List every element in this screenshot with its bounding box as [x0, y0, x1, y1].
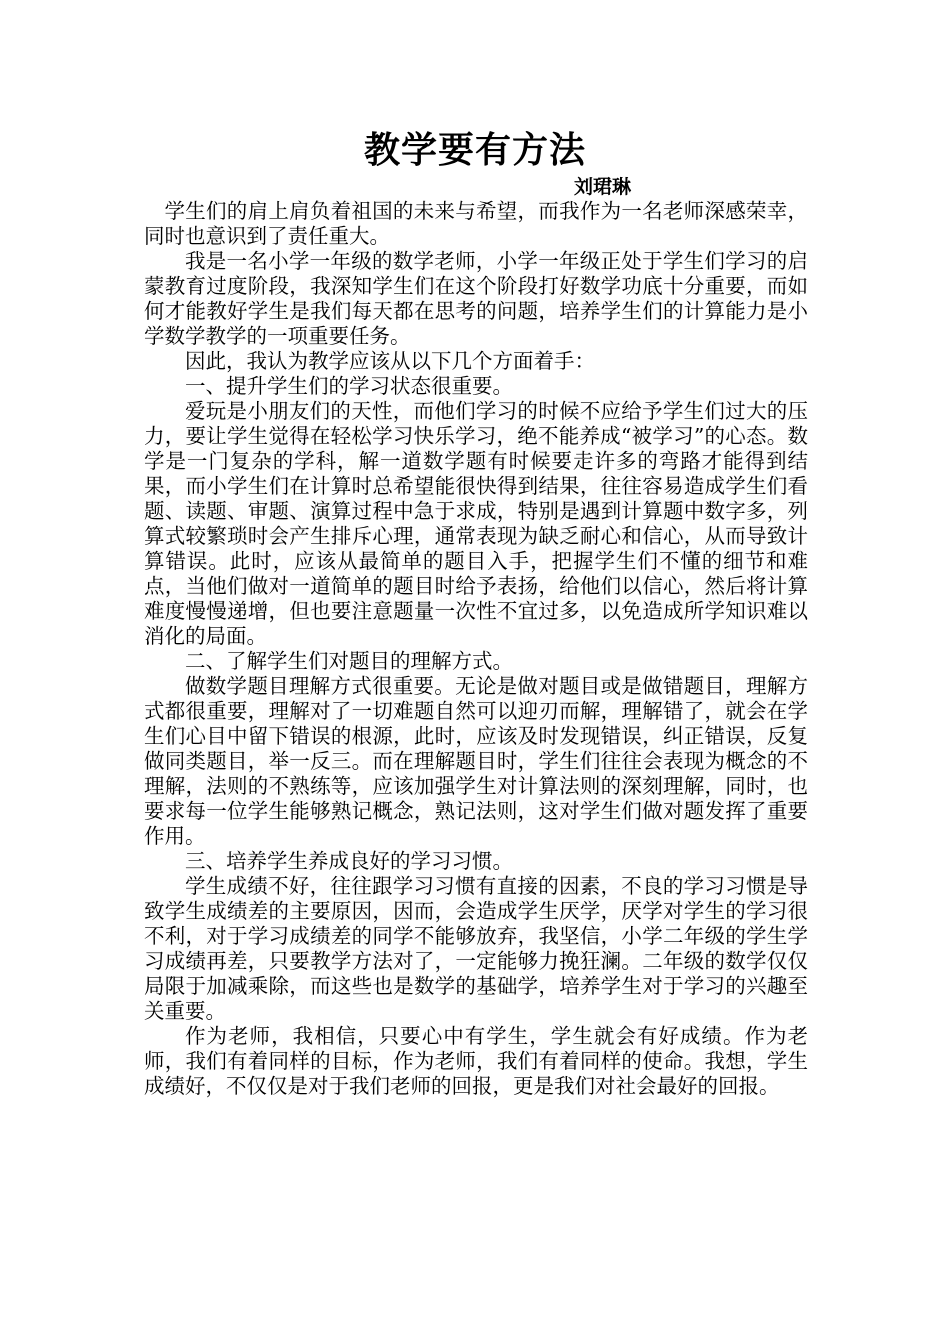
paragraph: 因此，我认为教学应该从以下几个方面着手：: [185, 349, 595, 373]
document-author: 刘珺琳: [574, 176, 632, 198]
document-title: 教学要有方法: [363, 129, 586, 171]
section-heading: 二、了解学生们对题目的理解方式。: [185, 649, 513, 673]
paragraph: 我是一名小学一年级的数学老师，小学一年级正处于学生们学习的启蒙教育过度阶段，我深知学生们在这个阶段打好数学功底十分重要，而如何才能教好学生是我们每天都在思考的问题，培养学生们的计算能力是小学数学教学的一项重要任务。: [144, 249, 808, 348]
paragraph: 学生成绩不好，往往跟学习习惯有直接的因素，不良的学习习惯是导致学生成绩差的主要原因，因而，会造成学生厌学，厌学对学生的学习很不利，对于学习成绩差的同学不能够放弃，我坚信，小学二年级的学生学习成绩再差，只要教学方法对了，一定能够力挽狂澜。二年级的数学仅仅局限于加减乘除，而这些也是数学的基础学，培养学生对于学习的兴趣至关重要。: [144, 874, 808, 1023]
paragraph: 作为老师，我相信，只要心中有学生，学生就会有好成绩。作为老师，我们有着同样的目标，作为老师，我们有着同样的使命。我想，学生成绩好，不仅仅是对于我们老师的回报，更是我们对社会最好的回报。: [144, 1024, 808, 1098]
paragraph: 爱玩是小朋友们的天性，而他们学习的时候不应给予学生们过大的压力，要让学生觉得在轻松学习快乐学习，绝不能养成“被学习”的心态。数学是一门复杂的学科，解一道数学题有时候要走许多的弯路才能得到结果，而小学生们在计算时总希望能很快得到结果，往往容易造成学生们看题、读题、审题、演算过程中急于求成，特别是遇到计算题中数字多，列算式较繁琐时会产生排斥心理，通常表现为缺乏耐心和信心，从而导致计算错误。此时，应该从最简单的题目入手，把握学生们不懂的细节和难点，当他们做对一道简单的题目时给予表扬，给他们以信心，然后将计算难度慢慢递增，但也要注意题量一次性不宜过多，以免造成所学知识难以消化的局面。: [144, 399, 808, 648]
paragraph: 做数学题目理解方式很重要。无论是做对题目或是做错题目，理解方式都很重要，理解对了一切难题自然可以迎刃而解，理解错了，就会在学生们心目中留下错误的根源，此时，应该及时发现错误，纠正错误，反复做同类题目，举一反三。而在理解题目时，学生们往往会表现为概念的不理解，法则的不熟练等，应该加强学生对计算法则的深刻理解，同时，也要求每一位学生能够熟记概念，熟记法则，这对学生们做对题发挥了重要作用。: [144, 674, 808, 848]
paragraph: 学生们的肩上肩负着祖国的未来与希望，而我作为一名老师深感荣幸，同时也意识到了责任重大。: [144, 199, 808, 248]
section-heading: 三、培养学生养成良好的学习习惯。: [185, 849, 513, 873]
section-heading: 一、提升学生们的学习状态很重要。: [185, 374, 513, 398]
document-body: [144, 199, 808, 1099]
